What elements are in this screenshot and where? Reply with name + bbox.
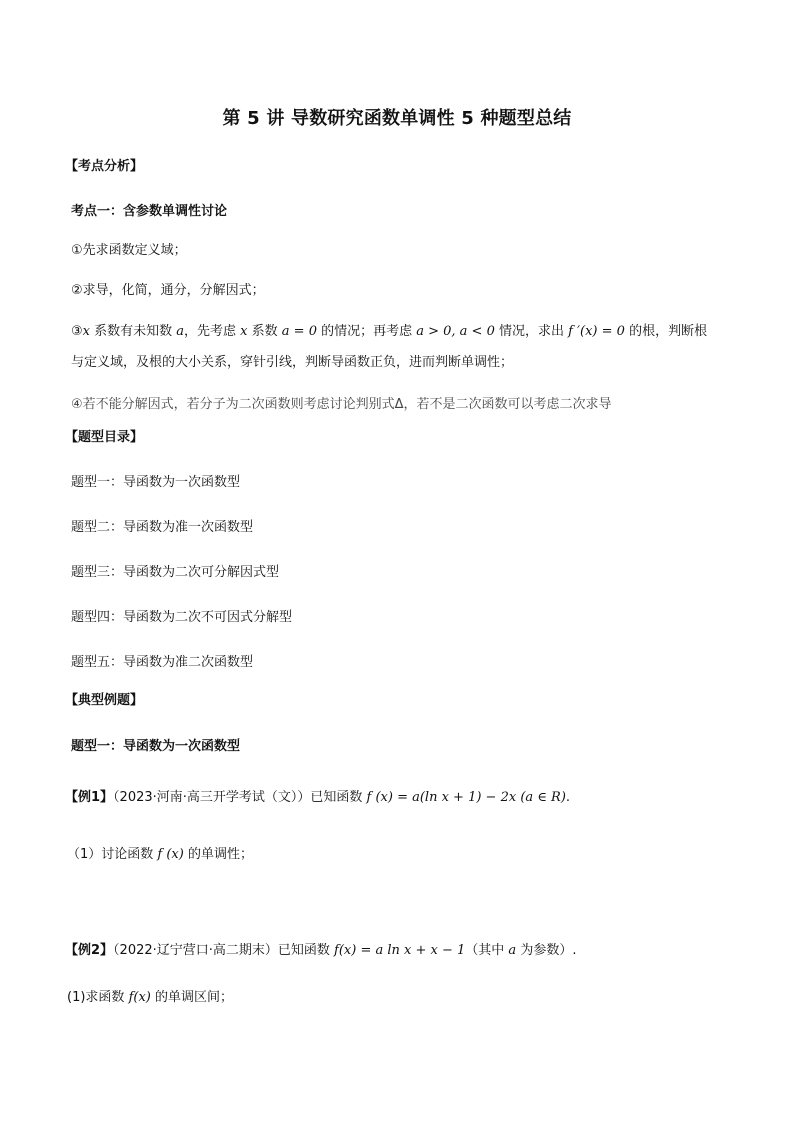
step-3-text: 系数 [247, 324, 282, 339]
step-3-marker: ③ [71, 324, 83, 339]
step-4: ④若不能分解因式，若分子为二次函数则考虑讨论判别式Δ，若不是二次函数可以考虑二次求导 [71, 397, 612, 412]
math-a-conditions: a > 0, a < 0 [416, 324, 495, 339]
step-3-text: 的情况；再考虑 [316, 324, 417, 339]
step-3-text: 情况，求出 [494, 324, 569, 339]
example-1-end: . [565, 790, 571, 805]
math-a: a [176, 324, 185, 339]
math-a-eq-0: a = 0 [281, 324, 317, 339]
mulu-item: 题型二：导函数为准一次函数型 [71, 520, 254, 535]
example-2-end: 为参数）. [516, 943, 577, 958]
section-header-kaodian: 【考点分析】 [65, 159, 144, 174]
mulu-item: 题型五：导函数为准二次函数型 [71, 655, 254, 670]
math-fx: f (x) [157, 847, 184, 862]
step-3-text: ，先考虑 [184, 324, 241, 339]
question-text: （1）讨论函数 [67, 847, 158, 862]
example-2-label: 【例2】 [65, 943, 114, 958]
page-title: 第 5 讲 导数研究函数单调性 5 种题型总结 [222, 108, 572, 129]
example-1-question-1 [67, 845, 253, 865]
type1-title: 题型一：导函数为一次函数型 [71, 739, 241, 754]
question-text: 的单调区间； [150, 990, 233, 1005]
math-x: x [82, 324, 90, 339]
step-3-text: 系数有未知数 [90, 324, 177, 339]
example-1-source: （2023·河南·高三开学考试（文））已知函数 [113, 790, 367, 805]
mulu-item: 题型四：导函数为二次不可因式分解型 [71, 610, 293, 625]
example-1-function: f (x) = a(ln x + 1) − 2x (a ∈ R) [366, 790, 566, 805]
example-1 [65, 788, 570, 808]
step-3-line1 [71, 322, 707, 342]
step-3-line2: 与定义域，及根的大小关系，穿针引线，判断导函数正负，进而判断单调性； [71, 355, 514, 370]
step-2: ②求导，化简，通分，分解因式； [71, 283, 265, 298]
example-2 [65, 941, 576, 961]
example-2-function: f(x) = a ln x + x − 1 [334, 943, 466, 958]
math-fx: f(x) [128, 990, 151, 1005]
question-text: (1)求函数 [67, 990, 129, 1005]
mulu-item: 题型三：导函数为二次可分解因式型 [71, 565, 280, 580]
step-3-text: 的根，判断根 [624, 324, 708, 339]
mulu-item: 题型一：导函数为一次函数型 [71, 475, 241, 490]
step-1: ①先求函数定义域； [71, 243, 187, 258]
math-a: a [508, 943, 517, 958]
example-2-source: （2022·辽宁营口·高二期末）已知函数 [113, 943, 335, 958]
question-text: 的单调性； [183, 847, 253, 862]
example-2-mid: （其中 [465, 943, 509, 958]
section-header-lilti: 【典型例题】 [65, 693, 144, 708]
section-header-mulu: 【题型目录】 [65, 430, 144, 445]
example-2-question-1 [67, 988, 233, 1008]
math-fprime-eq-0: f ′(x) = 0 [568, 324, 625, 339]
math-x: x [240, 324, 248, 339]
example-1-label: 【例1】 [65, 790, 114, 805]
point1-title: 考点一：含参数单调性讨论 [71, 204, 228, 219]
